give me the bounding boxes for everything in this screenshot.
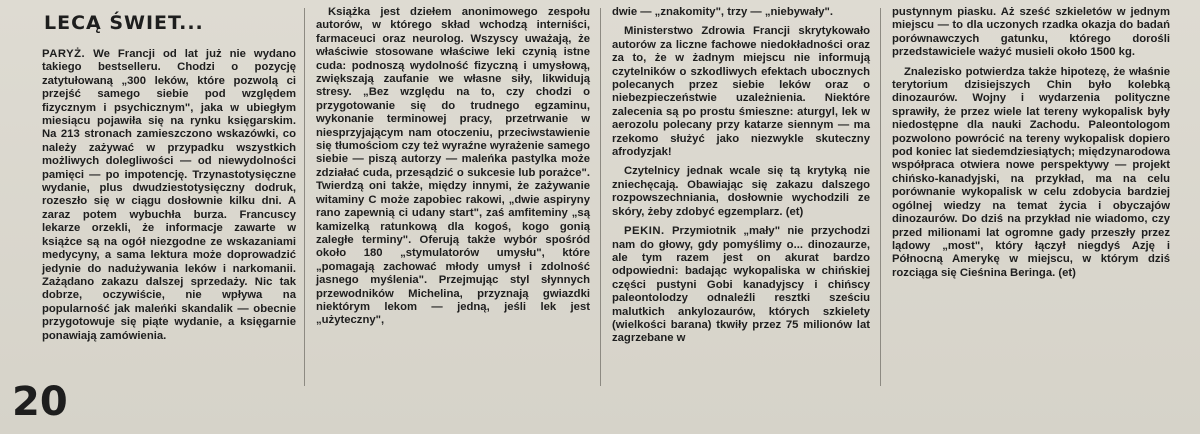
paragraph: dwie — „znakomity", trzy — „niebywały".	[612, 6, 834, 18]
headline: LECĄ ŚWIET...	[44, 12, 204, 34]
paragraph: Książka jest dziełem anonimowego zespołu autorów, w którego skład wchodzą interniści, farmaceuci oraz neurolog. Wszyscy uważają, że właściwie stosowane właściwe leki czynią istne cuda: podnoszą wydolność fizyczną i umysłową, zwiększają zaufanie we własne siły, likwidują stresy. „Bez względu na to, czy chodzi o przygotowanie się do trudnego egzaminu, wykonanie terminowej pracy, przetrwanie w niesprzyjającym nam otoczeniu, przeciwstawienie się tłumościom czy też wyraźne wyrażenie samego siebie — piszą autorzy — maleńka pastylka może zdziałać cuda, przesądzić o sukcesie lub porażce". Twierdzą oni także, między innymi, że zażywanie witaminy C może zapobiec rakowi, „dwie aspiryny rano zapewnią ci udany start", zaś amfiteminy „są kamizelką ratunkową dla kogoś, kogo gonią zaległe terminy". Oferują także wybór spośród około 180 „stymulatorów umysłu", które „pomagają zachować młody umysł i zdolność jasnego myślenia". Przejmując styl słynnych przewodników Michelina, przyznają gwiazdki niektórym lekom — jedną, jeśli lek jest „użyteczny",	[316, 6, 590, 327]
paragraph: Czytelnicy jednak wcale się tą krytyką nie zniechęcają. Obawiając się zakazu dalszego rozpowszechniania, dosłownie wychodzili ze skóry, żeby zdobyć egzemplarz. (et)	[612, 165, 870, 218]
paragraph: Ministerstwo Zdrowia Francji skrytykowało autorów za liczne fachowe niedokładności oraz za to, że w żadnym miejscu nie informują czytelników o szkodliwych efektach ubocznych polecanych przez siebie leków oraz o niebezpieczeństwie uzależnienia. Niektóre zalecenia są po prostu śmieszne: aturgyl, lek w aerozolu polecany przy katarze siennym — ma rzekomo służyć jako niezwykle skuteczny afrodyzjak!	[612, 25, 870, 159]
paragraph	[612, 225, 870, 346]
paragraph-text: We Francji od lat już nie wydano takiego bestselleru. Chodzi o pozycję zatytułowaną „300 leków, które pozwolą ci przejść samego siebie pod względem fizycznym i psychicznym", jaka w ubiegłym miesiącu pojawiła się na rynku księgarskim. Na 213 stronach zamieszczono wskazówki, co należy zażywać w przypadku wszystkich możliwych dolegliwości — od niewydolności pamięci — po impotencję. Trzynastotysięczne wydanie, plus dwudziestotysięczny dodruk, rozeszło się w ciągu dosłownie kilku dni. A zaraz potem wybuchła burza. Francuscy lekarze orzekli, że informacje zawarte w książce są na ogół niezgodne ze wskazaniami medycyny, a sama lektura może doprowadzić jedynie do nadużywania leków i narkomanii. Zażądano zakazu dalszej sprzedaży. Nic tak dobrze, oczywiście, nie wpływa na popularność jak maleńki skandalik — obecnie przygotowuje się piąte wydanie, a księgarnie ponawiają zamówienia.	[42, 48, 296, 342]
article-column-3	[612, 6, 870, 352]
paragraph: Znalezisko potwierdza także hipotezę, że właśnie terytorium dzisiejszych Chin było kolebką dinozaurów. Wojny i wydarzenia polityczne sprawiły, że przez wiele lat tereny wykopalisk były niedostępne dla nauki Zachodu. Paleontologom pozwolono powrócić na tereny wykopalisk dopiero pod koniec lat siedemdziesiątych; międzynarodowa współpraca otwiera nowe perspektywy — projekt chińsko-kanadyjski, na przykład, ma na celu porównanie wykopalisk w celu zdobycia bardziej ogólnej wiedzy na temat życia i obyczajów dinozaurów. Do dziś na przykład nie wiadomo, czy przed milionami lat ogromne gady przeszły przez lądowy „most", który łączył niegdyś Azję i Północną Amerykę w miejscu, w którym dziś rozciąga się Cieśnina Beringa. (et)	[892, 65, 1170, 279]
paragraph: pustynnym piasku. Aż sześć szkieletów w jednym miejscu — to dla uczonych rzadka okazja do badań porównawczych gatunku, którego dorośli przedstawiciele ważyć musieli około 1500 kg.	[892, 6, 1170, 59]
dateline: PARYŻ.	[42, 48, 86, 60]
article-column-4	[892, 6, 1170, 286]
paragraph	[42, 48, 296, 343]
paragraph-text: Przymiotnik „mały" nie przychodzi nam do głowy, gdy pomyślimy o... dinozaurze, ale tym razem jest on akurat bardzo odpowiedni: badając wykopaliska w chińskiej części pustyni Gobi kanadyjscy i chińscy paleontolodzy odnaleźli resztki sześciu malutkich ankylozaurów, których szkielety (wielkości barana) tkwiły przez 75 milionów lat zagrzebane w	[612, 225, 870, 345]
dateline: PEKIN.	[624, 225, 665, 238]
column-rule	[304, 8, 305, 386]
column-rule	[880, 8, 881, 386]
article-column-1	[42, 6, 296, 349]
article-column-2	[316, 6, 590, 334]
page-number: 20	[12, 379, 68, 425]
column-rule	[600, 8, 601, 386]
